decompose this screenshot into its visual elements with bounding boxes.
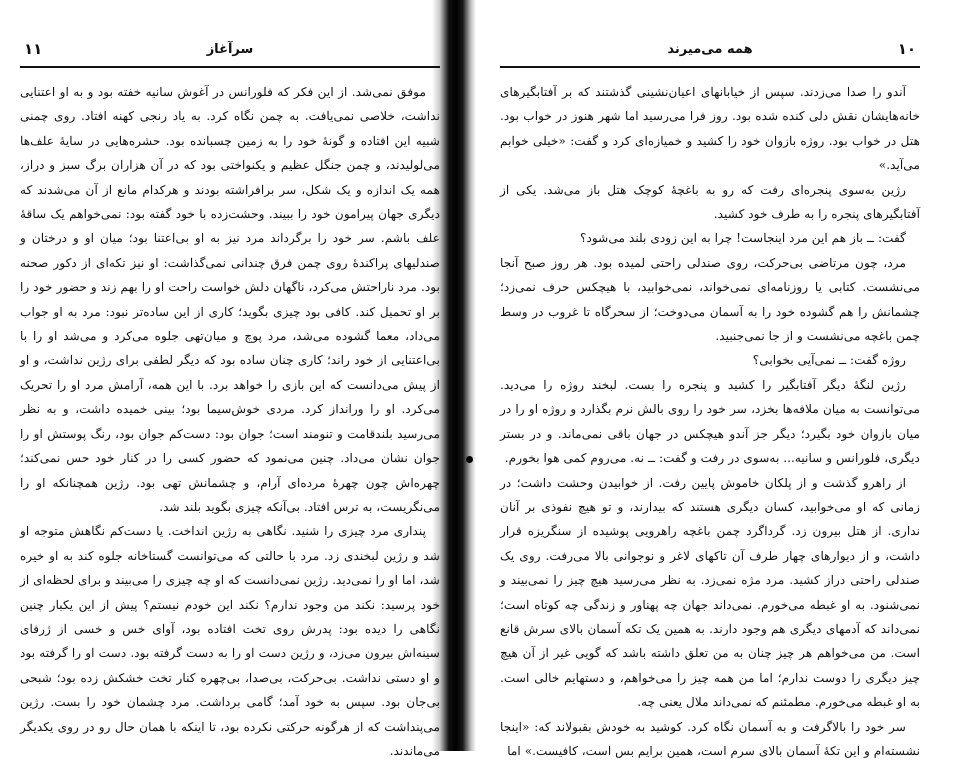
right-page xyxy=(500,40,920,758)
right-paragraph: از راهرو گذشت و از پلکان خاموش پایین رفت. از خوابیدن وحشت داشت؛ در زمانی که او می‌خوابید، کسان دیگری هستند که بیدارند، و تو هیچ نفوذی بر آنان نداری. از هتل بیرون زد. گرداگرد چمن باغچه راهرویی پوشیده از سنگریزه قرار داشت، و از دیوارهای چهار طرف آن تاکهای لاغر و نوجوانی بالا می‌رفت. روی یک صندلی راحتی دراز کشید. مرد مژه نمی‌زد. به نظر می‌رسید هیچ چیز را نمی‌بیند و نمی‌شنود. به او غبطه می‌خورم. نمی‌داند جهان چه پهناور و زندگی چه کوتاه است؛ نمی‌داند که آدمهای دیگری هم وجود دارند. به همین یک تکه آسمان بالای سرش قانع است. من می‌خواهم هر چیز چنان به من تعلق داشته باشد که گویی غیر از آن هیچ چیز دیگری را دوست ندارم؛ اما من همه چیز را می‌خواهم، و دستهایم خالی است. به او غبطه می‌خورم. مطمئنم که نمی‌داند ملال یعنی چه. xyxy=(500,475,920,710)
right-paragraph: روژه گفت: ــ نمی‌آیی بخوابی؟ xyxy=(752,353,906,368)
page-mark-dot xyxy=(466,456,473,463)
right-paragraph: مرد، چون مرتاضی بی‌حرکت، روی صندلی راحتی لمیده بود. هر روز صبح آنجا می‌نشست. کتابی یا روزنامه‌ای نمی‌خواند، نمی‌خوابید، با هیچکس حرف نمی‌زد؛ چشمانش را هم گشوده خود را به آسمان می‌دوخت؛ از سحرگاه تا غروب در وسط چمن باغچه می‌نشست و از جا نمی‌جنبید. xyxy=(500,255,920,344)
left-body-text xyxy=(20,80,440,763)
right-body-text xyxy=(500,80,920,763)
right-paragraph: رژین لنگهٔ دیگر آفتابگیر را کشید و پنجره را بست. لبخند روژه را می‌دید. می‌توانست به میان ملافه‌ها بخزد، سر خود را روی بالش نرم بگذارد و روژه او را در میان بازوان خود بگیرد؛ دیگر جز آندو هیچکس در جهان باقی نمی‌ماند. و در بستر دیگری، فلورانس و سانیه... به‌سوی در رفت و گفت: ــ نه. می‌روم کمی هوا بخورم. xyxy=(500,377,920,466)
right-paragraph: رژین به‌سوی پنجره‌ای رفت که رو به باغچهٔ کوچک هتل باز می‌شد. یکی از آفتابگیرهای پنجره را به طرف خود کشید. xyxy=(500,182,920,222)
right-running-head xyxy=(500,40,920,68)
right-running-title: همه می‌میرند xyxy=(667,42,753,57)
right-paragraph: آندو را صدا می‌زدند. سپس از خیابانهای اعیان‌نشینی گذشتند که بر آفتابگیرهای خانه‌هایشان نقش دلی کنده شده بود. روز فرا می‌رسید اما شهر هنوز در خواب بود. هتل در خواب بود. روژه بازوان خود را کشید و خمیازه‌ای کرد و گفت: «خیلی خوابم می‌آید.» xyxy=(500,85,920,173)
left-paragraph: پنداری مرد چیزی را شنید. نگاهی به رژین انداخت. یا دست‌کم نگاهش متوجه او شد و رژین لبخندی زد. مرد با حالتی که می‌توانست گستاخانه جلوه کند به او خیره شد، اما او را نمی‌دید. رژین نمی‌دانست که او چه چیزی را می‌بیند و برای لحظه‌ای از خود پرسید: نکند من وجود ندارم؟ نکند این خودم نیستم؟ پیش از این یکبار چنین نگاهی را دیده بود: پدرش روی تخت افتاده بود، آوای خس و خسی از ژرفای سینه‌اش بیرون می‌زد، و رژین دست او را به دست گرفته بود. دست او را گرفته بود و او دستی نداشت. بی‌حرکت، بی‌صدا، بی‌چهره کنار تخت خشکش زده بود؛ شبحی بی‌جان بود. سپس به خود آمد؛ گامی برداشت. مرد چشمان خود را بست. رژین می‌پنداشت که از هرگونه حرکتی نکرده بود، تا اینکه با همان حال رو در روی یکدیگر می‌ماندند. xyxy=(20,524,440,758)
left-running-head xyxy=(20,40,440,68)
right-paragraph: گفت: ــ باز هم این مرد اینجاست! چرا به این زودی بلند می‌شود؟ xyxy=(579,231,906,246)
right-page-number: ۱۰ xyxy=(897,40,916,58)
left-page xyxy=(20,40,440,758)
right-paragraph: سر خود را بالاگرفت و به آسمان نگاه کرد. کوشید به خودش بقبولاند که: «اینجا نشسته‌ام و این تکهٔ آسمان بالای سرم است، همین برایم بس است، کافیست.» اما xyxy=(500,719,920,758)
left-running-title: سرآغاز xyxy=(206,42,254,57)
left-paragraph: موفق نمی‌شد. از این فکر که فلورانس در آغوش سانیه خفته بود و به او اعتنایی نداشت، خلاصی نمی‌یافت. به چمن نگاه کرد. به یاد رنجی کهنه افتاد. روی چمنی شبیه این افتاده و گونهٔ خود را به زمین چسبانده بود. حشره‌هایی در سایهٔ علف‌ها می‌لولیدند، و چمن جنگل عظیم و یکنواختی بود که در آن هزاران برگ سبز و دراز، همه یک اندازه و یک شکل، سر برافراشته بودند و هرکدام مانع از آن می‌شدند که دیگری جهان پیرامون خود را ببیند. وحشت‌زده با خود گفته بود: نمی‌خواهم یک ساقهٔ علف باشم. سر خود را برگرداند مرد نیز به او بی‌اعتنا بود؛ میان او و درختان و صندلیهای پراکندهٔ روی چمن فرق چندانی نمی‌گذاشت: او نیز تکه‌ای از دکور صحنه بود. مرد ناراحتش می‌کرد، ناگهان دلش خواست راحت او را بهم زند و حضور خود را بر او تحمیل کند. کافی بود چیزی بگوید؛ کاری از این ساده‌تر نبود: مرد به او جواب می‌داد، معما گشوده می‌شد، مرد پوچ و میان‌تهی جلوه می‌کرد و می‌شد او را با بی‌اعتنایی از خود راند؛ کاری چنان ساده بود که دیگر لطفی برای رژین نداشت، و او از پیش می‌دانست که این بازی را خواهد برد. با این همه، آرامش مرد او را تحریک می‌کرد. او را ورانداز کرد. مردی خوش‌سیما بود؛ بینی خمیده داشت، و به نظر می‌رسید بلندقامت و تنومند است؛ جوان بود: دست‌کم جوان بود، رنگ پوستش او را جوان نشان می‌داد. چنین می‌نمود که حضور کسی را در کنار خود حس نمی‌کند؛ چهره‌اش چون چهرهٔ مرده‌ای آرام، و چشمانش تهی بود. رژین همچنانکه او را می‌نگریست، به ترس افتاد. بی‌آنکه چیزی بگوید بلند شد. xyxy=(20,85,440,514)
left-page-number: ۱۱ xyxy=(24,40,43,58)
